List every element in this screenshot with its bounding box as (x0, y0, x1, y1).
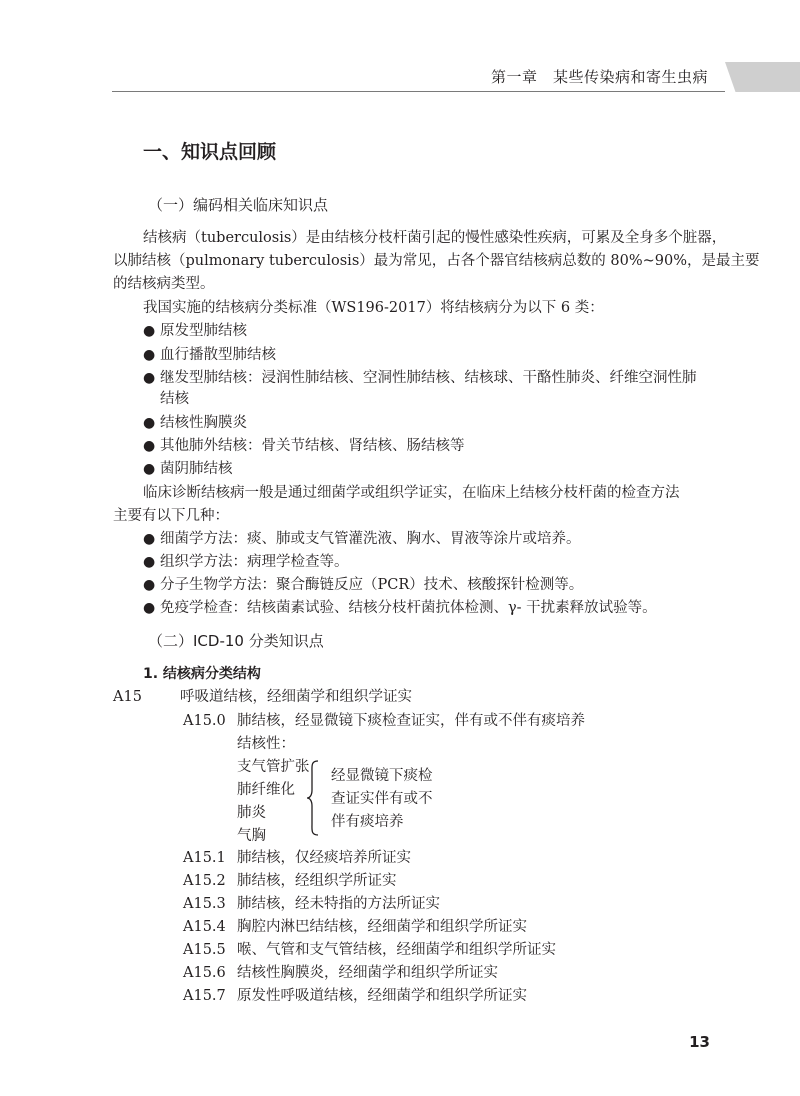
subsection-title: （二）ICD-10 分类知识点 (148, 632, 324, 650)
code-description: 呼吸道结核，经细菌学和组织学证实 (180, 689, 412, 705)
bullet-icon: ● (143, 577, 156, 593)
chapter-header-title: 第一章 某些传染病和寄生虫病 (490, 68, 708, 86)
curly-brace-icon (305, 760, 321, 836)
list-item: 血行播散型肺结核 (160, 347, 276, 363)
list-item: 组织学方法：病理学检查等。 (160, 554, 349, 570)
code-description: 肺结核，经未特指的方法所证实 (237, 896, 440, 912)
code-label: A15.3 (183, 896, 226, 912)
bullet-icon: ● (143, 438, 156, 454)
paragraph-line: 以肺结核（pulmonary tuberculosis）最为常见，占各个器官结核病总数的 80%~90%，是最主要 (113, 253, 760, 269)
code-description: 结核性胸膜炎，经细菌学和组织学所证实 (237, 965, 498, 981)
brace-note: 伴有痰培养 (331, 814, 404, 830)
paragraph-line: 结核病（tuberculosis）是由结核分枝杆菌引起的慢性感染性疾病，可累及全身多个脏器， (143, 230, 727, 246)
sub-heading: 结核性： (237, 736, 295, 752)
code-label: A15.7 (183, 988, 226, 1004)
paragraph-line: 临床诊断结核病一般是通过细菌学或组织学证实，在临床上结核分枝杆菌的检查方法 (143, 485, 680, 501)
sub-item: 气胸 (237, 828, 266, 844)
page-number: 13 (689, 1033, 710, 1051)
code-description: 原发性呼吸道结核，经细菌学和组织学所证实 (237, 988, 527, 1004)
list-item: 免疫学检查：结核菌素试验、结核分枝杆菌抗体检测、γ- 干扰素释放试验等。 (160, 600, 657, 616)
sub-item: 肺炎 (237, 805, 266, 821)
paragraph-line: 的结核病类型。 (113, 276, 215, 292)
subsection-title: （一）编码相关临床知识点 (148, 196, 329, 214)
code-label: A15 (113, 689, 142, 705)
code-description: 肺结核，经显微镜下痰检查证实，伴有或不伴有痰培养 (237, 713, 585, 729)
code-label: A15.5 (183, 942, 226, 958)
code-label: A15.2 (183, 873, 226, 889)
bullet-icon: ● (143, 600, 156, 616)
code-description: 喉、气管和支气管结核，经细菌学和组织学所证实 (237, 942, 556, 958)
code-label: A15.0 (183, 713, 226, 729)
list-item: 菌阴肺结核 (160, 461, 233, 477)
header-divider (112, 91, 725, 92)
bullet-icon: ● (143, 323, 156, 339)
code-description: 肺结核，仅经痰培养所证实 (237, 850, 411, 866)
bullet-icon: ● (143, 461, 156, 477)
list-item: 继发型肺结核：浸润性肺结核、空洞性肺结核、结核球、干酪性肺炎、纤维空洞性肺 (160, 370, 697, 386)
list-item: 其他肺外结核：骨关节结核、肾结核、肠结核等 (160, 438, 465, 454)
code-description: 胸腔内淋巴结结核，经细菌学和组织学所证实 (237, 919, 527, 935)
bullet-icon: ● (143, 554, 156, 570)
list-item-continuation: 结核 (160, 391, 189, 407)
list-item: 分子生物学方法：聚合酶链反应（PCR）技术、核酸探针检测等。 (160, 577, 584, 593)
code-description: 肺结核，经组织学所证实 (237, 873, 397, 889)
bullet-icon: ● (143, 415, 156, 431)
list-item: 细菌学方法：痰、肺或支气管灌洗液、胸水、胃液等涂片或培养。 (160, 531, 581, 547)
sub-item: 肺纤维化 (237, 782, 295, 798)
code-label: A15.6 (183, 965, 226, 981)
code-label: A15.1 (183, 850, 226, 866)
code-label: A15.4 (183, 919, 226, 935)
paragraph-line: 主要有以下几种： (113, 508, 229, 524)
brace-note: 查证实伴有或不 (331, 791, 433, 807)
list-item: 结核性胸膜炎 (160, 415, 247, 431)
bullet-icon: ● (143, 370, 156, 386)
header-tab-decoration (725, 62, 800, 92)
paragraph-line: 我国实施的结核病分类标准（WS196-2017）将结核病分为以下 6 类： (143, 300, 604, 316)
section-title: 一、知识点回顾 (143, 141, 277, 163)
brace-note: 经显微镜下痰检 (331, 768, 433, 784)
list-item: 原发型肺结核 (160, 323, 247, 339)
sub-item: 支气管扩张 (237, 759, 310, 775)
bullet-icon: ● (143, 531, 156, 547)
bullet-icon: ● (143, 347, 156, 363)
item-title: 1. 结核病分类结构 (143, 666, 261, 682)
